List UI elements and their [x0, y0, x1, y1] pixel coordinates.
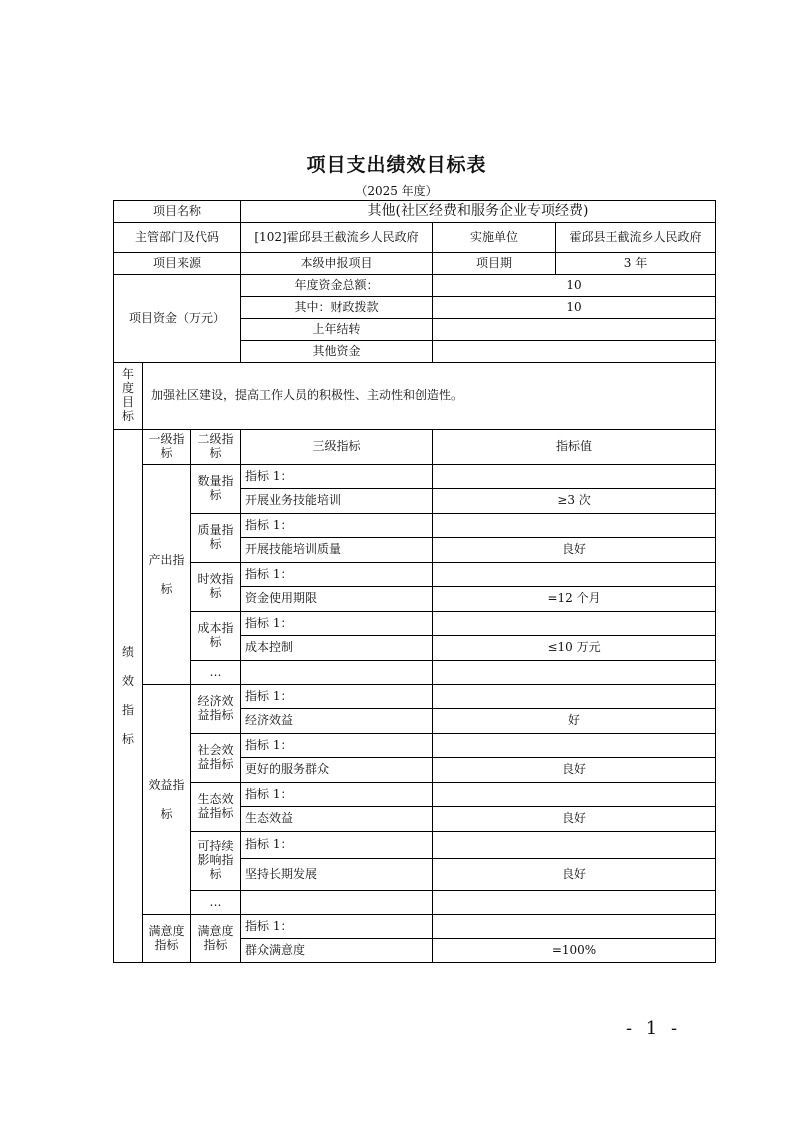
- cost-indicator-label: 成本指标: [191, 612, 241, 661]
- benefit-indicators-label: 效益指标: [143, 685, 191, 915]
- project-name-value: 其他(社区经费和服务企业专项经费): [241, 201, 716, 223]
- dept-value: [102]霍邱县王截流乡人民政府: [241, 223, 433, 253]
- timeliness-indicator-label: 时效指标: [191, 563, 241, 612]
- output-indicators-label: 产出指标: [143, 465, 191, 685]
- social-name: 更好的服务群众: [241, 758, 433, 783]
- period-value: 3 年: [556, 253, 716, 275]
- source-label: 项目来源: [114, 253, 241, 275]
- page-number: - 1 -: [626, 1018, 682, 1039]
- quantity-value: ≥3 次: [433, 489, 716, 514]
- economic-name: 经济效益: [241, 709, 433, 734]
- satisfaction-indicators-label: 满意度指标: [143, 915, 191, 963]
- satisfaction-index: 指标 1：: [241, 915, 433, 939]
- satisfaction-index-value: [433, 915, 716, 939]
- benefit-ellipsis: …: [191, 891, 241, 915]
- social-value: 良好: [433, 758, 716, 783]
- sustainable-value: 良好: [433, 859, 716, 891]
- ecological-name: 生态效益: [241, 807, 433, 832]
- ecological-value: 良好: [433, 807, 716, 832]
- social-indicator-label: 社会效益指标: [191, 734, 241, 783]
- quality-index: 指标 1：: [241, 514, 433, 538]
- project-name-label: 项目名称: [114, 201, 241, 223]
- sustainable-index: 指标 1：: [241, 832, 433, 859]
- satisfaction-name: 群众满意度: [241, 939, 433, 963]
- year-label: （2025 年度）: [355, 184, 438, 198]
- performance-target-table: [113, 200, 716, 963]
- quality-indicator-label: 质量指标: [191, 514, 241, 563]
- header-level2: 二级指标: [191, 430, 241, 465]
- funds-total-label: 年度资金总额：: [241, 275, 433, 297]
- output-ellipsis: …: [191, 661, 241, 685]
- header-value: 指标值: [433, 430, 716, 465]
- funds-fiscal-label: 其中：财政拨款: [241, 297, 433, 319]
- timeliness-name: 资金使用期限: [241, 587, 433, 612]
- header-level3: 三级指标: [241, 430, 433, 465]
- unit-value: 霍邱县王截流乡人民政府: [556, 223, 716, 253]
- funds-carryover-value: [433, 319, 716, 341]
- quality-index-value: [433, 514, 716, 538]
- dept-label: 主管部门及代码: [114, 223, 241, 253]
- cost-index: 指标 1：: [241, 612, 433, 636]
- timeliness-index: 指标 1：: [241, 563, 433, 587]
- benefit-ellipsis-value: [433, 891, 716, 915]
- source-value: 本级申报项目: [241, 253, 433, 275]
- funds-carryover-label: 上年结转: [241, 319, 433, 341]
- output-ellipsis-name: [241, 661, 433, 685]
- period-label: 项目期: [433, 253, 556, 275]
- economic-index: 指标 1：: [241, 685, 433, 709]
- funds-other-label: 其他资金: [241, 341, 433, 363]
- quality-value: 良好: [433, 538, 716, 563]
- quantity-index-value: [433, 465, 716, 489]
- cost-name: 成本控制: [241, 636, 433, 661]
- timeliness-value: =12 个月: [433, 587, 716, 612]
- quantity-indicator-label: 数量指标: [191, 465, 241, 514]
- economic-indicator-label: 经济效益指标: [191, 685, 241, 734]
- economic-value: 好: [433, 709, 716, 734]
- unit-label: 实施单位: [433, 223, 556, 253]
- annual-goal-label: 年度目标: [114, 363, 143, 430]
- funds-fiscal-value: 10: [433, 297, 716, 319]
- ecological-index: 指标 1：: [241, 783, 433, 807]
- cost-index-value: [433, 612, 716, 636]
- satisfaction-value: =100%: [433, 939, 716, 963]
- quantity-name: 开展业务技能培训: [241, 489, 433, 514]
- output-ellipsis-value: [433, 661, 716, 685]
- social-index-value: [433, 734, 716, 758]
- funds-other-value: [433, 341, 716, 363]
- ecological-index-value: [433, 783, 716, 807]
- satisfaction-sub-label: 满意度指标: [191, 915, 241, 963]
- economic-index-value: [433, 685, 716, 709]
- sustainable-index-value: [433, 832, 716, 859]
- sustainable-indicator-label: 可持续影响指标: [191, 832, 241, 891]
- funds-total-value: 10: [433, 275, 716, 297]
- cost-value: ≤10 万元: [433, 636, 716, 661]
- funds-label: 项目资金（万元）: [114, 275, 241, 363]
- page-title: 项目支出绩效目标表: [306, 154, 487, 176]
- benefit-ellipsis-name: [241, 891, 433, 915]
- quality-name: 开展技能培训质量: [241, 538, 433, 563]
- sustainable-name: 坚持长期发展: [241, 859, 433, 891]
- indicators-section-label: 绩效指标: [114, 430, 143, 963]
- ecological-indicator-label: 生态效益指标: [191, 783, 241, 832]
- annual-goal-text: 加强社区建设，提高工作人员的积极性、主动性和创造性。: [143, 363, 716, 430]
- quantity-index: 指标 1：: [241, 465, 433, 489]
- header-level1: 一级指标: [143, 430, 191, 465]
- timeliness-index-value: [433, 563, 716, 587]
- social-index: 指标 1：: [241, 734, 433, 758]
